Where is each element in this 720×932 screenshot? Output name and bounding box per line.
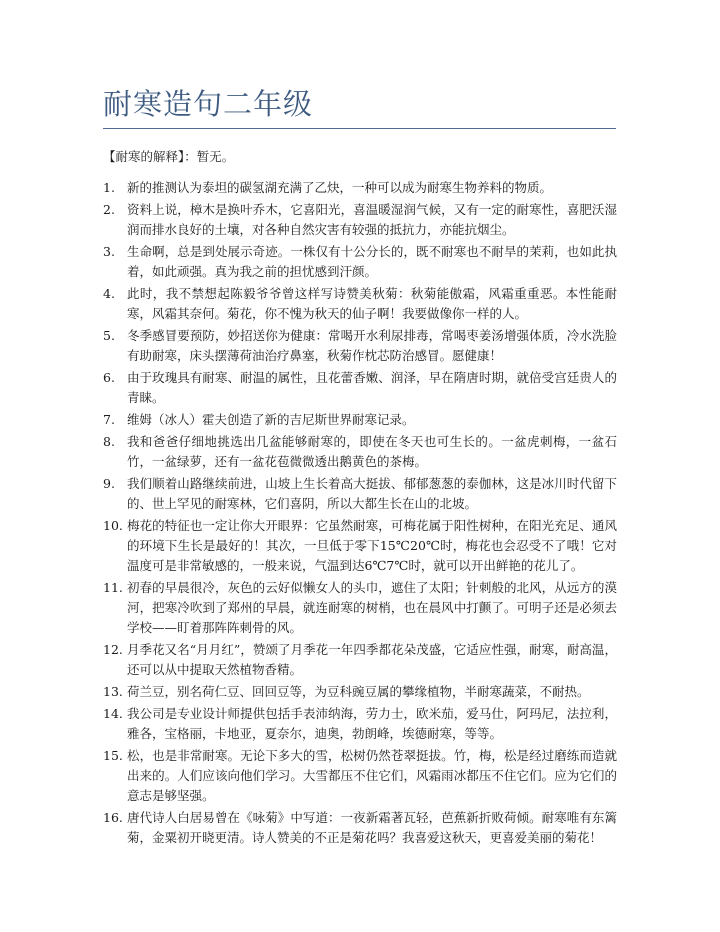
- list-item-text: 初春的早晨很冷，灰色的云好似懒女人的头巾，遮住了太阳；针刺般的北风，从远方的漠河，把寒冷吹到了郑州的早晨，就连耐寒的树梢，也在晨风中打颤了。可明子还是必须去学校——盯着那阵阵刺骨的风。: [127, 580, 617, 635]
- list-item-number: 13.: [103, 684, 123, 699]
- list-item: [103, 474, 617, 514]
- list-item-number: 2.: [103, 202, 115, 217]
- list-item-text: 我们顺着山路继续前进，山坡上生长着高大挺拔、郁郁葱葱的泰伽林，这是冰川时代留下的、世上罕见的耐寒林，它们喜阴，所以大都生长在山的北坡。: [127, 476, 617, 511]
- list-item: [103, 368, 617, 408]
- list-item: [103, 746, 617, 806]
- meaning-line: [103, 148, 234, 166]
- list-item: [103, 640, 617, 680]
- list-item-text: 月季花又名“月月红”，赞颂了月季花一年四季都花朵茂盛，它适应性强，耐寒，耐高温，还可以从中提取天然植物香精。: [127, 642, 617, 677]
- page-title: 耐寒造句二年级: [103, 87, 314, 121]
- list-item-number: 8.: [103, 434, 115, 449]
- list-item: [103, 178, 617, 198]
- meaning-value: ：暂无。: [184, 149, 235, 164]
- list-item-text: 唐代诗人白居易曾在《咏菊》中写道：一夜新霜著瓦轻，芭蕉新折败荷倾。耐寒唯有东篱菊，金粟初开晓更清。诗人赞美的不正是菊花吗？我喜爱这秋天，更喜爱美丽的菊花！: [127, 810, 617, 845]
- list-item-text: 资料上说，樟木是换叶乔木，它喜阳光，喜温暖湿润气候，又有一定的耐寒性，喜肥沃湿润而排水良好的土壤，对各种自然灾害有较强的抵抗力，亦能抗烟尘。: [127, 202, 617, 237]
- list-item-text: 我和爸爸仔细地挑选出几盆能够耐寒的，即使在冬天也可生长的。一盆虎刺梅，一盆石竹，一盆绿萝，还有一盆花苞微微透出鹅黄色的茶梅。: [127, 434, 617, 469]
- list-item-number: 12.: [103, 642, 123, 657]
- list-item: [103, 326, 617, 366]
- list-item: [103, 200, 617, 240]
- list-item-text: 此时，我不禁想起陈毅爷爷曾这样写诗赞美秋菊：秋菊能傲霜，风霜重重恶。本性能耐寒，风霜其奈何。菊花，你不愧为秋天的仙子啊！我要做像你一样的人。: [127, 286, 617, 321]
- list-item-text: 松，也是非常耐寒。无论下多大的雪，松树仍然苍翠挺拔。竹，梅，松是经过磨练而造就出来的。人们应该向他们学习。大雪都压不住它们，风霜雨冰都压不住它们。应为它们的意志是够坚强。: [127, 748, 617, 803]
- list-item: [103, 578, 617, 638]
- list-item: [103, 682, 617, 702]
- list-item-number: 9.: [103, 476, 115, 491]
- list-item: [103, 808, 617, 848]
- list-item: [103, 516, 617, 576]
- list-item-text: 生命啊，总是到处展示奇迹。一株仅有十公分长的，既不耐寒也不耐旱的茉莉，也如此执着，如此顽强。真为我之前的担忧感到汗颜。: [127, 244, 617, 279]
- list-item-number: 6.: [103, 370, 115, 385]
- list-item: [103, 432, 617, 472]
- list-item: [103, 704, 617, 744]
- list-item-number: 10.: [103, 518, 123, 533]
- list-item-number: 11.: [103, 580, 123, 595]
- meaning-label: 【耐寒的解释】: [103, 149, 185, 164]
- list-item-number: 5.: [103, 328, 115, 343]
- list-item-number: 1.: [103, 180, 115, 195]
- list-item-number: 15.: [103, 748, 123, 763]
- title-divider: [103, 128, 616, 129]
- list-item-number: 3.: [103, 244, 115, 259]
- list-item-number: 16.: [103, 810, 123, 825]
- list-item-number: 7.: [103, 412, 115, 427]
- list-item: [103, 284, 617, 324]
- sentence-list: [103, 178, 617, 850]
- list-item-text: 冬季感冒要预防，妙招送你为健康：常喝开水利尿排毒，常喝枣姜汤增强体质，冷水洗脸有助耐寒，床头摆薄荷油治疗鼻塞，秋菊作枕芯防治感冒。愿健康！: [127, 328, 617, 363]
- list-item: [103, 410, 617, 430]
- list-item-text: 梅花的特征也一定让你大开眼界：它虽然耐寒，可梅花属于阳性树种，在阳光充足、通风的环境下生长是最好的！其次，一旦低于零下15℃20℃时，梅花也会忍受不了哦！它对温度可是非常敏感的，一般来说，气温到达6℃7℃时，就可以开出鲜艳的花儿了。: [127, 518, 617, 573]
- list-item-number: 4.: [103, 286, 115, 301]
- list-item: [103, 242, 617, 282]
- list-item-text: 维姆（冰人）霍夫创造了新的吉尼斯世界耐寒记录。: [127, 412, 415, 427]
- list-item-text: 由于玫瑰具有耐寒、耐温的属性，且花蕾香嫩、润泽，早在隋唐时期，就倍受宫廷贵人的青睐。: [127, 370, 617, 405]
- list-item-text: 荷兰豆，别名荷仁豆、回回豆等，为豆科豌豆属的攀缘植物，半耐寒蔬菜，不耐热。: [127, 684, 590, 699]
- list-item-number: 14.: [103, 706, 123, 721]
- list-item-text: 我公司是专业设计师提供包括手表沛纳海，劳力士，欧米茄，爱马仕，阿玛尼，法拉利，雅各，宝格丽，卡地亚，夏奈尔，迪奥，勃朗峰，埃德耐寒，等等。: [127, 706, 617, 741]
- list-item-text: 新的推测认为泰坦的碳氢湖充满了乙炔，一种可以成为耐寒生物养料的物质。: [127, 180, 553, 195]
